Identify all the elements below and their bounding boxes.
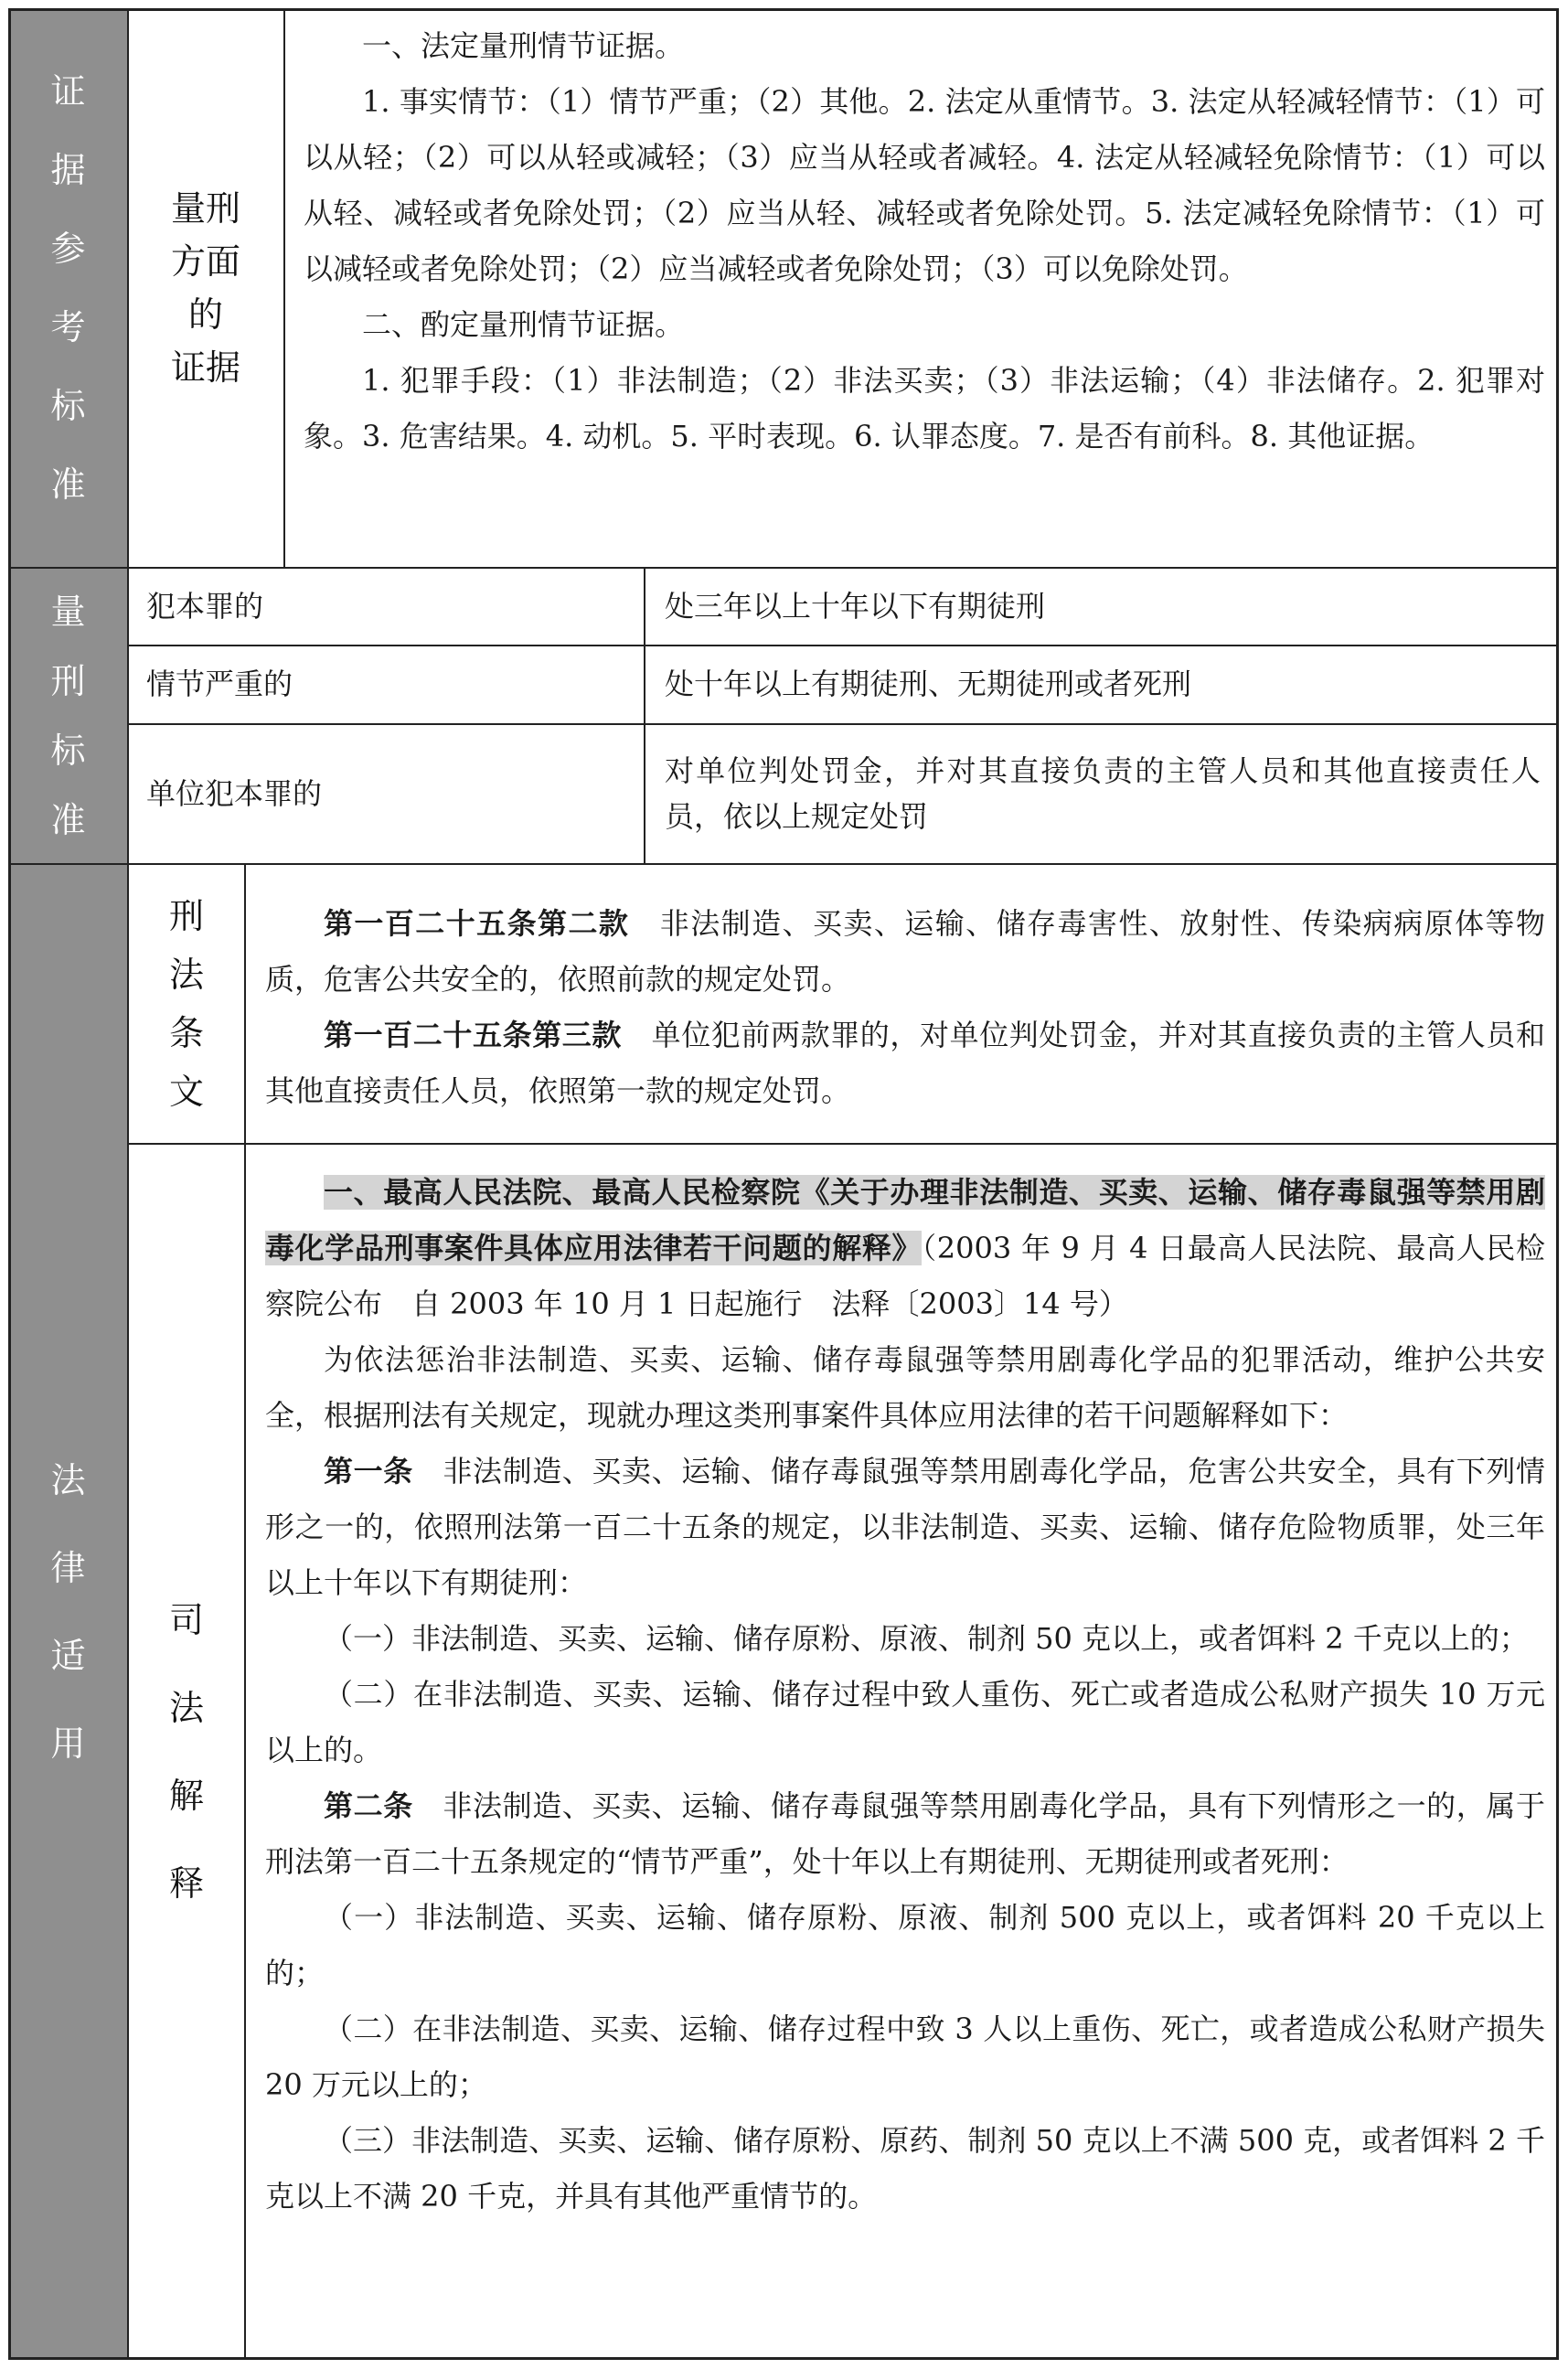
sentencing-label-char: 标 [50,731,86,771]
article-text: 非法制造、买卖、运输、储存毒害性、放射性、传染病病原体等物质，危害公共安全的，依照前款的规定处罚。 [265,906,1545,997]
table-border [8,8,1559,11]
judicial-article-1 [265,1444,1545,1611]
evidence-sublabel-line: 证据 [170,347,240,388]
criminal-law-article [265,896,1545,1008]
judicial-heading [265,1165,1545,1332]
evidence-label-char: 标 [50,386,86,426]
evidence-sublabel-line: 量刑 [170,188,240,229]
law-label-char: 用 [50,1723,86,1764]
sentencing-penalty-cell [645,646,1559,724]
evidence-label-char: 证 [50,71,86,112]
sentencing-penalty-cell [645,568,1559,646]
sentencing-label-char: 刑 [50,661,86,701]
article-title: 第一条 [324,1454,413,1489]
law-label-char: 法 [50,1459,86,1500]
law-section-label [8,864,128,2359]
judicial-label-char: 释 [168,1862,204,1904]
law-label-char: 律 [50,1547,86,1588]
judicial-content [265,1165,1545,2225]
sentencing-penalty: 对单位判处罚金，并对其直接负责的主管人员和其他直接责任人员，依以上规定处罚 [665,752,1541,834]
evidence-label-char: 准 [50,464,86,505]
article-title: 第一百二十五条第三款 [324,1018,622,1052]
column-divider [127,8,129,2360]
judicial-item: （一）非法制造、买卖、运输、储存原粉、原液、制剂 50 克以上，或者饵料 2 千克以上的； [324,1621,1529,1656]
evidence-content [304,18,1545,464]
evidence-paragraph: 1. 事实情节：（1）情节严重；（2）其他。2. 法定从重情节。3. 法定从轻减轻情节：（1）可以从轻；（2）可以从轻或减轻；（3）应当从轻或者减轻。4. 法定从轻减轻免除情节：（1）可以从轻、减轻或者免除处罚；（2）应当从轻、减轻或者免除处罚。5. 法定减轻免除情节：（1）可以减轻或者免除处罚；（2）应当减轻或者免除处罚；（3）可以免除处罚。 [304,84,1545,286]
table-border [8,2357,1559,2360]
judicial-item: （一）非法制造、买卖、运输、储存原粉、原液、制剂 500 克以上，或者饵料 20 千克以上的； [265,1900,1545,1990]
column-divider [644,568,645,864]
criminal-law-label-char: 刑 [168,896,204,936]
judicial-heading-note: （2003 年 9 月 4 日最高人民法院、最高人民检察院公布 自 2003 年 10 月 1 日起施行 法释〔2003〕14 号） [265,1231,1545,1321]
sentencing-label-char: 量 [50,592,86,632]
sentencing-condition: 犯本罪的 [146,588,264,624]
article-text: 非法制造、买卖、运输、储存毒鼠强等禁用剧毒化学品，危害公共安全，具有下列情形之一的，依照刑法第一百二十五条的规定，以非法制造、买卖、运输、储存危险物质罪，处三年以上十年以下有期徒刑： [265,1454,1545,1600]
article-text: 非法制造、买卖、运输、储存毒鼠强等禁用剧毒化学品，具有下列情形之一的，属于刑法第一百二十五条规定的“情节严重”，处十年以上有期徒刑、无期徒刑或者死刑： [265,1788,1545,1879]
table-border [8,8,11,2360]
evidence-label-char: 据 [50,150,86,190]
judicial-item: （三）非法制造、买卖、运输、储存原粉、原药、制剂 50 克以上不满 500 克，或者饵料 2 千克以上不满 20 千克，并具有其他严重情节的。 [265,2123,1545,2214]
column-divider [283,8,285,568]
article-title: 第二条 [324,1788,413,1823]
evidence-label-char: 参 [50,229,86,269]
evidence-section-label [8,8,128,568]
judicial-label-char: 司 [168,1599,204,1640]
sentencing-condition: 单位犯本罪的 [146,775,323,811]
section-divider [8,567,1559,569]
judicial-heading-title: 一、最高人民法院、最高人民检察院《关于办理非法制造、买卖、运输、储存毒鼠强等禁用剧毒化学品刑事案件具体应用法律若干问题的解释》 [265,1175,1545,1265]
section-divider [8,863,1559,865]
sentencing-condition: 情节严重的 [146,667,293,702]
evidence-label-char: 考 [50,307,86,347]
criminal-law-article [265,1008,1545,1119]
sentencing-penalty-cell [645,724,1559,864]
judicial-item: （二）在非法制造、买卖、运输、储存过程中致 3 人以上重伤、死亡，或者造成公私财产损失 20 万元以上的； [265,2012,1545,2102]
evidence-sublabel-line: 方面 [170,241,240,282]
judicial-label-char: 解 [168,1775,204,1816]
evidence-sublabel [128,8,283,568]
row-divider [128,1143,1559,1145]
judicial-label [128,1144,245,2359]
sentencing-penalty: 处十年以上有期徒刑、无期徒刑或者死刑 [665,667,1192,702]
sentencing-condition-cell [128,568,645,646]
criminal-law-content [265,896,1545,1119]
row-divider [128,723,1559,725]
sentencing-section-label [8,568,128,864]
sentencing-condition-cell [128,646,645,724]
judicial-label-char: 法 [168,1687,204,1728]
criminal-law-label-char: 条 [168,1013,204,1053]
judicial-item: （二）在非法制造、买卖、运输、储存过程中致人重伤、死亡或者造成公私财产损失 10 万元以上的。 [265,1677,1545,1767]
law-label-char: 适 [50,1635,86,1676]
judicial-intro: 为依法惩治非法制造、买卖、运输、储存毒鼠强等禁用剧毒化学品的犯罪活动，维护公共安全，根据刑法有关规定，现就办理这类刑事案件具体应用法律的若干问题解释如下： [265,1342,1545,1433]
evidence-paragraph: 二、酌定量刑情节证据。 [362,307,685,342]
criminal-law-label [128,864,245,1144]
evidence-sublabel-line: 的 [187,294,223,335]
column-divider [244,864,246,2359]
table-border [1556,8,1559,2360]
evidence-paragraph: 一、法定量刑情节证据。 [362,28,685,63]
sentencing-condition-cell [128,724,645,864]
judicial-article-2 [265,1778,1545,1890]
criminal-law-label-char: 文 [168,1072,204,1112]
criminal-law-label-char: 法 [168,955,204,995]
sentencing-label-char: 准 [50,800,86,840]
evidence-paragraph: 1. 犯罪手段：（1）非法制造；（2）非法买卖；（3）非法运输；（4）非法储存。2. 犯罪对象。3. 危害结果。4. 动机。5. 平时表现。6. 认罪态度。7. 是否有前科。8. 其他证据。 [304,363,1545,454]
row-divider [128,645,1559,646]
article-text: 单位犯前两款罪的，对单位判处罚金，并对其直接负责的主管人员和其他直接责任人员，依照第一款的规定处罚。 [265,1018,1545,1108]
sentencing-penalty: 处三年以上十年以下有期徒刑 [665,588,1046,624]
article-title: 第一百二十五条第二款 [324,906,630,941]
